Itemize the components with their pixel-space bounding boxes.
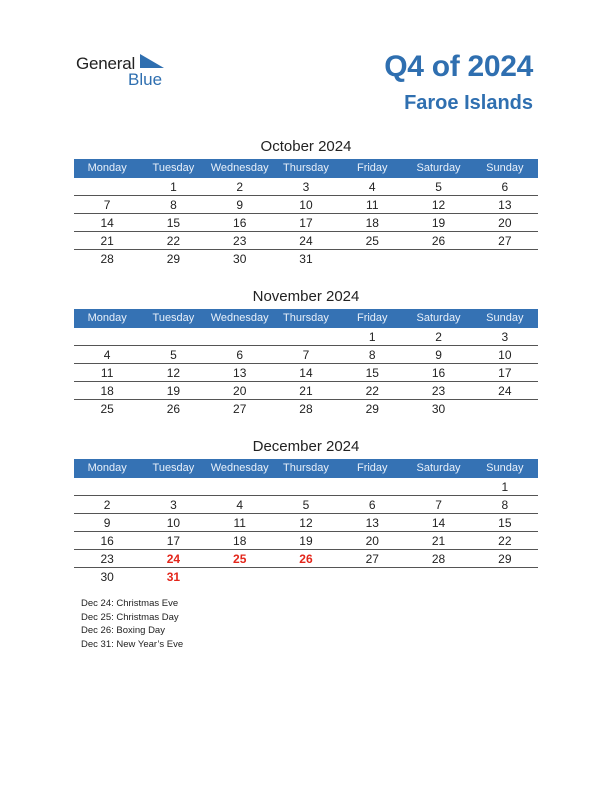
weekday-label: Sunday — [486, 312, 524, 324]
day-cell: 22 — [365, 384, 379, 398]
day-cell: 7 — [435, 498, 442, 512]
day-cell: 5 — [302, 498, 310, 512]
day-cell: 1 — [368, 330, 376, 344]
day-cell: 31 — [299, 252, 313, 266]
week-row — [74, 196, 538, 214]
day-cell: 22 — [498, 534, 512, 548]
day-cell — [74, 178, 140, 195]
weekday-header-row — [74, 459, 538, 478]
week-row — [74, 496, 538, 514]
day-cell — [273, 478, 339, 495]
day-cell: 24 — [498, 384, 512, 398]
weekday-label: Wednesday — [210, 162, 269, 174]
day-cell — [472, 568, 538, 585]
day-cell: 12 — [299, 516, 313, 530]
day-cell: 4 — [236, 498, 244, 512]
day-cell: 4 — [368, 180, 376, 194]
holiday-note: Dec 25: Christmas Day — [81, 611, 179, 623]
weekday-label: Wednesday — [210, 312, 269, 324]
day-cell — [207, 478, 273, 495]
day-cell: 17 — [166, 534, 181, 548]
day-cell: 7 — [103, 198, 111, 212]
day-cell: 20 — [365, 534, 379, 548]
day-cell — [339, 478, 405, 495]
day-cell: 2 — [103, 498, 111, 512]
month-october — [74, 136, 538, 267]
day-cell: 4 — [103, 348, 111, 362]
day-cell — [339, 568, 405, 585]
day-cell: 20 — [498, 216, 512, 230]
holiday-day-cell: 25 — [233, 552, 247, 566]
day-cell: 21 — [431, 534, 446, 548]
weekday-label: Thursday — [283, 162, 329, 174]
day-cell: 28 — [431, 552, 446, 566]
day-cell: 23 — [233, 234, 247, 248]
day-cell — [74, 478, 140, 495]
month-november — [74, 286, 538, 417]
day-cell: 11 — [233, 516, 246, 530]
day-cell: 5 — [435, 180, 442, 194]
day-cell: 26 — [431, 234, 446, 248]
weekday-label: Wednesday — [210, 462, 269, 474]
day-cell: 13 — [233, 366, 247, 380]
day-cell — [273, 568, 339, 585]
day-cell: 1 — [501, 480, 509, 494]
brand-logo — [76, 52, 176, 92]
day-cell: 2 — [236, 180, 244, 194]
day-cell — [472, 250, 538, 267]
day-cell: 29 — [166, 252, 181, 266]
day-cell: 27 — [498, 234, 512, 248]
day-cell — [207, 568, 273, 585]
weekday-header-row — [74, 159, 538, 178]
page-title: Q4 of 2024 — [384, 50, 533, 83]
logo-text-general: General — [76, 54, 136, 73]
holiday-note: Dec 31: New Year’s Eve — [81, 638, 184, 650]
day-cell: 5 — [170, 348, 177, 362]
day-cell: 12 — [431, 198, 446, 212]
day-cell — [339, 250, 405, 267]
day-cell: 22 — [166, 234, 181, 248]
week-row — [74, 346, 538, 364]
day-cell — [74, 328, 140, 345]
day-cell: 1 — [170, 180, 177, 194]
week-row — [74, 400, 538, 417]
day-cell: 19 — [166, 384, 181, 398]
weekday-label: Saturday — [416, 312, 461, 324]
day-cell: 28 — [299, 402, 313, 416]
day-cell: 12 — [166, 366, 181, 380]
day-cell: 11 — [100, 366, 114, 380]
day-cell: 15 — [365, 366, 379, 380]
day-cell: 6 — [368, 498, 376, 512]
week-row — [74, 178, 538, 196]
month-december — [74, 436, 538, 585]
day-cell: 9 — [435, 348, 442, 362]
weekday-label: Friday — [356, 312, 388, 324]
day-cell: 30 — [431, 402, 446, 416]
month-title: October 2024 — [260, 138, 352, 155]
week-row — [74, 382, 538, 400]
day-cell: 24 — [299, 234, 313, 248]
day-cell — [472, 400, 538, 417]
holiday-day-cell: 31 — [166, 570, 181, 584]
day-cell: 19 — [431, 216, 446, 230]
day-cell: 16 — [431, 366, 446, 380]
weekday-label: Sunday — [486, 162, 524, 174]
day-cell: 10 — [498, 348, 512, 362]
weekday-label: Thursday — [283, 312, 329, 324]
day-cell: 15 — [498, 516, 512, 530]
month-title: November 2024 — [252, 288, 360, 305]
day-cell: 6 — [501, 180, 509, 194]
holiday-day-cell: 26 — [299, 552, 313, 566]
day-cell: 21 — [100, 234, 114, 248]
day-cell: 27 — [233, 402, 247, 416]
week-row — [74, 214, 538, 232]
day-cell — [405, 568, 471, 585]
weekday-label: Sunday — [486, 462, 524, 474]
week-row — [74, 514, 538, 532]
day-cell: 10 — [299, 198, 313, 212]
day-cell — [405, 250, 471, 267]
day-cell — [405, 478, 471, 495]
day-cell: 27 — [365, 552, 379, 566]
day-cell: 29 — [498, 552, 512, 566]
day-cell: 2 — [435, 330, 442, 344]
day-cell: 7 — [302, 348, 310, 362]
day-cell: 23 — [100, 552, 114, 566]
day-cell: 9 — [236, 198, 244, 212]
holiday-note: Dec 24: Christmas Eve — [81, 598, 179, 609]
day-cell: 30 — [100, 570, 114, 584]
holiday-notes — [81, 597, 183, 651]
day-cell: 25 — [365, 234, 379, 248]
day-cell: 14 — [100, 216, 114, 230]
day-cell: 18 — [365, 216, 379, 230]
day-cell — [273, 328, 339, 345]
logo-text-blue: Blue — [128, 70, 163, 89]
week-row — [74, 250, 538, 267]
day-cell — [140, 478, 206, 495]
weekday-label: Thursday — [283, 462, 329, 474]
holiday-note: Dec 26: Boxing Day — [81, 625, 165, 636]
month-title: December 2024 — [252, 438, 360, 455]
day-cell: 20 — [233, 384, 247, 398]
day-cell: 11 — [366, 198, 379, 212]
week-row — [74, 568, 538, 585]
weekday-label: Tuesday — [152, 312, 195, 324]
weekday-label: Monday — [87, 162, 127, 174]
day-cell: 28 — [100, 252, 114, 266]
day-cell: 26 — [166, 402, 181, 416]
week-row — [74, 532, 538, 550]
day-cell: 30 — [233, 252, 247, 266]
weekday-label: Saturday — [416, 462, 461, 474]
week-row — [74, 364, 538, 382]
day-cell: 14 — [431, 516, 446, 530]
day-cell: 8 — [501, 498, 509, 512]
week-row — [74, 550, 538, 568]
day-cell: 13 — [365, 516, 379, 530]
day-cell: 10 — [166, 516, 181, 530]
day-cell: 9 — [103, 516, 111, 530]
day-cell — [140, 328, 206, 345]
day-cell: 13 — [498, 198, 512, 212]
week-row — [74, 328, 538, 346]
day-cell: 14 — [299, 366, 313, 380]
day-cell — [207, 328, 273, 345]
day-cell: 8 — [368, 348, 376, 362]
day-cell: 17 — [299, 216, 313, 230]
weekday-label: Saturday — [416, 162, 461, 174]
day-cell: 25 — [100, 402, 114, 416]
day-cell: 3 — [501, 330, 509, 344]
weekday-label: Tuesday — [152, 462, 195, 474]
week-row — [74, 478, 538, 496]
day-cell: 17 — [498, 366, 512, 380]
day-cell: 18 — [233, 534, 247, 548]
weekday-header-row — [74, 309, 538, 328]
day-cell: 6 — [236, 348, 244, 362]
day-cell: 29 — [365, 402, 379, 416]
day-cell: 18 — [100, 384, 114, 398]
day-cell: 15 — [166, 216, 181, 230]
day-cell: 16 — [233, 216, 247, 230]
logo-flag-icon — [140, 54, 164, 68]
weekday-label: Monday — [87, 312, 127, 324]
day-cell: 3 — [302, 180, 310, 194]
weekday-label: Monday — [87, 462, 127, 474]
weekday-label: Tuesday — [152, 162, 195, 174]
holiday-day-cell: 24 — [166, 552, 181, 566]
day-cell: 8 — [170, 198, 177, 212]
weekday-label: Friday — [356, 162, 388, 174]
day-cell: 3 — [170, 498, 177, 512]
weekday-label: Friday — [356, 462, 388, 474]
page-subtitle: Faroe Islands — [404, 92, 533, 114]
day-cell: 19 — [299, 534, 313, 548]
day-cell: 23 — [431, 384, 446, 398]
week-row — [74, 232, 538, 250]
day-cell: 21 — [299, 384, 313, 398]
day-cell: 16 — [100, 534, 114, 548]
